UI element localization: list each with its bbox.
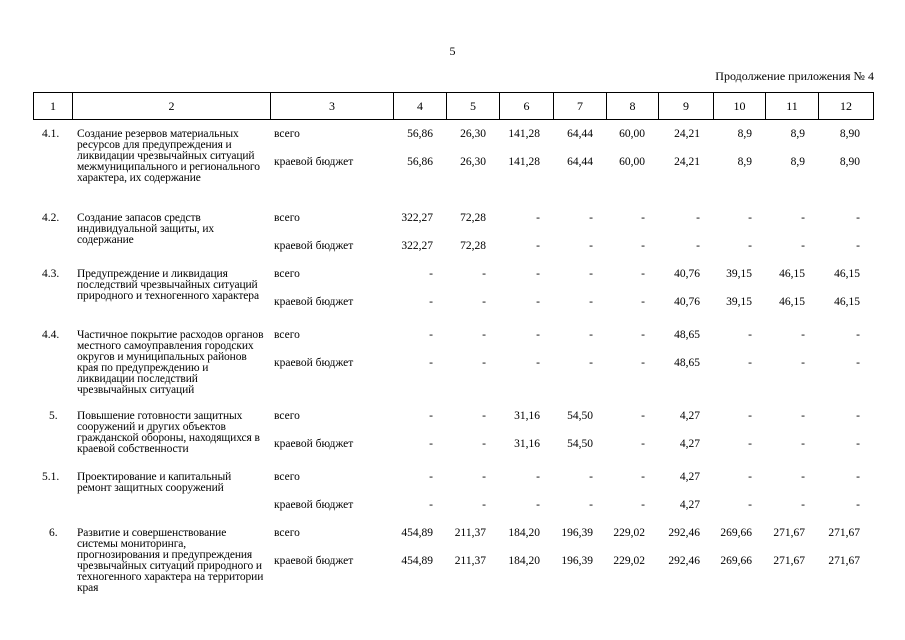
value-col-4: - [429, 268, 433, 280]
value-col-6: 31,16 [514, 410, 540, 422]
value-col-9: - [696, 212, 700, 224]
value-col-11: - [801, 212, 805, 224]
value-col-10: 269,66 [720, 527, 752, 539]
row-description: Создание запасов средств индивидуальной защиты, их содержание [77, 212, 215, 246]
funding-source: краевой бюджет [274, 240, 354, 252]
row-number: 4.1. [42, 128, 60, 140]
value-col-9: 24,21 [674, 128, 700, 140]
value-col-12: 46,15 [834, 296, 860, 308]
funding-source: краевой бюджет [274, 499, 354, 511]
row-number: 4.4. [42, 329, 60, 341]
value-col-11: - [801, 499, 805, 511]
value-col-11: - [801, 240, 805, 252]
value-col-5: - [482, 499, 486, 511]
value-col-12: - [856, 471, 860, 483]
value-col-8: - [641, 471, 645, 483]
value-col-9: 292,46 [668, 527, 700, 539]
value-col-5: - [482, 296, 486, 308]
value-col-10: - [748, 438, 752, 450]
value-col-12: 271,67 [828, 527, 860, 539]
value-col-7: - [589, 471, 593, 483]
value-col-5: 72,28 [460, 212, 486, 224]
value-col-8: - [641, 357, 645, 369]
value-col-9: 4,27 [679, 438, 700, 450]
value-col-6: - [536, 240, 540, 252]
value-col-10: 39,15 [726, 268, 752, 280]
value-col-8: - [641, 499, 645, 511]
header-col-3: 3 [271, 93, 394, 120]
value-col-4: - [429, 357, 433, 369]
value-col-5: 211,37 [454, 555, 486, 567]
value-col-10: 8,9 [737, 156, 752, 168]
value-col-11: - [801, 410, 805, 422]
page-number: 5 [449, 44, 456, 58]
header-col-10: 10 [714, 93, 766, 120]
row-description: Создание резервов материальных ресурсов для предупреждения и ликвидации чрезвычайных ситуаций межмуниципального и регионального характера, их содержание [77, 128, 260, 184]
value-col-8: 60,00 [619, 156, 645, 168]
row-number: 6. [49, 527, 58, 539]
value-col-9: 4,27 [679, 471, 700, 483]
funding-source: краевой бюджет [274, 438, 354, 450]
value-col-7: - [589, 357, 593, 369]
value-col-11: - [801, 438, 805, 450]
value-col-9: - [696, 240, 700, 252]
value-col-10: - [748, 471, 752, 483]
value-col-4: - [429, 410, 433, 422]
funding-source: всего [274, 471, 300, 483]
value-col-4: - [429, 471, 433, 483]
value-col-9: 4,27 [679, 499, 700, 511]
value-col-10: 8,9 [737, 128, 752, 140]
value-col-11: 271,67 [773, 527, 805, 539]
value-col-5: - [482, 329, 486, 341]
value-col-4: - [429, 499, 433, 511]
value-col-10: - [748, 410, 752, 422]
row-number: 5. [49, 410, 58, 422]
funding-source: всего [274, 268, 300, 280]
table-row [33, 268, 873, 329]
value-col-6: - [536, 357, 540, 369]
value-col-5: - [482, 438, 486, 450]
value-col-5: - [482, 471, 486, 483]
value-col-11: 46,15 [779, 296, 805, 308]
value-col-7: - [589, 212, 593, 224]
value-col-12: - [856, 212, 860, 224]
row-number: 4.2. [42, 212, 60, 224]
funding-source: всего [274, 410, 300, 422]
value-col-7: - [589, 499, 593, 511]
value-col-8: 60,00 [619, 128, 645, 140]
row-number: 4.3. [42, 268, 60, 280]
value-col-4: - [429, 329, 433, 341]
header-col-8: 8 [607, 93, 659, 120]
value-col-12: - [856, 329, 860, 341]
header-col-4: 4 [394, 93, 447, 120]
funding-source: всего [274, 527, 300, 539]
value-col-5: 26,30 [460, 128, 486, 140]
value-col-4: 56,86 [407, 128, 433, 140]
header-col-5: 5 [447, 93, 500, 120]
value-col-7: 64,44 [567, 156, 593, 168]
value-col-5: 72,28 [460, 240, 486, 252]
funding-source: краевой бюджет [274, 156, 354, 168]
value-col-4: 56,86 [407, 156, 433, 168]
funding-source: всего [274, 128, 300, 140]
value-col-11: - [801, 357, 805, 369]
table-row [33, 329, 873, 410]
value-col-6: - [536, 471, 540, 483]
value-col-5: - [482, 268, 486, 280]
funding-source: краевой бюджет [274, 357, 354, 369]
value-col-12: - [856, 357, 860, 369]
value-col-7: - [589, 240, 593, 252]
funding-source: краевой бюджет [274, 296, 354, 308]
value-col-6: - [536, 329, 540, 341]
table-row [33, 527, 873, 597]
header-col-1: 1 [34, 93, 73, 120]
value-col-10: 39,15 [726, 296, 752, 308]
value-col-4: 454,89 [401, 527, 433, 539]
value-col-6: - [536, 296, 540, 308]
value-col-11: 8,9 [790, 156, 805, 168]
value-col-12: 8,90 [839, 156, 860, 168]
value-col-12: - [856, 438, 860, 450]
header-col-7: 7 [554, 93, 607, 120]
value-col-5: 26,30 [460, 156, 486, 168]
value-col-9: 4,27 [679, 410, 700, 422]
header-col-6: 6 [500, 93, 554, 120]
row-description: Повышение готовности защитных сооружений и других объектов гражданской обороны, находящихся в краевой собственности [77, 410, 260, 455]
value-col-7: 64,44 [567, 128, 593, 140]
value-col-4: - [429, 296, 433, 308]
value-col-8: - [641, 329, 645, 341]
value-col-10: - [748, 212, 752, 224]
value-col-7: - [589, 329, 593, 341]
table-row [33, 128, 873, 212]
value-col-11: 271,67 [773, 555, 805, 567]
value-col-8: - [641, 212, 645, 224]
value-col-9: 48,65 [674, 329, 700, 341]
value-col-11: - [801, 471, 805, 483]
value-col-9: 40,76 [674, 268, 700, 280]
value-col-12: - [856, 499, 860, 511]
value-col-8: 229,02 [613, 555, 645, 567]
value-col-8: 229,02 [613, 527, 645, 539]
value-col-7: 196,39 [561, 527, 593, 539]
value-col-9: 48,65 [674, 357, 700, 369]
value-col-11: 8,9 [790, 128, 805, 140]
value-col-4: 454,89 [401, 555, 433, 567]
funding-source: краевой бюджет [274, 555, 354, 567]
value-col-12: 8,90 [839, 128, 860, 140]
value-col-6: 141,28 [508, 128, 540, 140]
row-description: Частичное покрытие расходов органов местного самоуправления городских округов и муниципальных районов края по предупреждению и ликвидации последствий чрезвычайных ситуаций [77, 329, 264, 396]
value-col-8: - [641, 240, 645, 252]
header-col-9: 9 [659, 93, 714, 120]
value-col-9: 40,76 [674, 296, 700, 308]
value-col-6: 31,16 [514, 438, 540, 450]
value-col-11: 46,15 [779, 268, 805, 280]
value-col-6: - [536, 499, 540, 511]
table-row [33, 212, 873, 268]
value-col-10: 269,66 [720, 555, 752, 567]
value-col-8: - [641, 268, 645, 280]
value-col-5: - [482, 357, 486, 369]
value-col-7: 196,39 [561, 555, 593, 567]
value-col-8: - [641, 410, 645, 422]
value-col-9: 24,21 [674, 156, 700, 168]
value-col-5: 211,37 [454, 527, 486, 539]
value-col-12: - [856, 410, 860, 422]
value-col-12: 271,67 [828, 555, 860, 567]
header-col-12: 12 [819, 93, 874, 120]
value-col-12: 46,15 [834, 268, 860, 280]
value-col-4: - [429, 438, 433, 450]
funding-source: всего [274, 329, 300, 341]
value-col-7: 54,50 [567, 410, 593, 422]
value-col-7: - [589, 268, 593, 280]
value-col-10: - [748, 329, 752, 341]
value-col-5: - [482, 410, 486, 422]
appendix-note: Продолжение приложения № 4 [715, 69, 874, 83]
funding-source: всего [274, 212, 300, 224]
value-col-6: 184,20 [508, 527, 540, 539]
value-col-8: - [641, 438, 645, 450]
row-description: Проектирование и капитальный ремонт защитных сооружений [77, 471, 232, 494]
value-col-6: 141,28 [508, 156, 540, 168]
table-row [33, 471, 873, 527]
value-col-9: 292,46 [668, 555, 700, 567]
row-description: Развитие и совершенствование системы мониторинга, прогнозирования и предупреждения чрезвычайных ситуаций природного и техногенного характера на территории края [77, 527, 264, 594]
value-col-6: - [536, 212, 540, 224]
value-col-11: - [801, 329, 805, 341]
value-col-7: 54,50 [567, 438, 593, 450]
value-col-4: 322,27 [401, 212, 433, 224]
header-col-11: 11 [766, 93, 819, 120]
value-col-4: 322,27 [401, 240, 433, 252]
value-col-10: - [748, 240, 752, 252]
table-header [33, 92, 874, 120]
table-row [33, 410, 873, 471]
value-col-12: - [856, 240, 860, 252]
value-col-6: - [536, 268, 540, 280]
value-col-6: 184,20 [508, 555, 540, 567]
row-number: 5.1. [42, 471, 60, 483]
row-description: Предупреждение и ликвидация последствий чрезвычайных ситуаций природного и техногенного характера [77, 268, 259, 302]
header-col-2: 2 [73, 93, 271, 120]
value-col-8: - [641, 296, 645, 308]
value-col-10: - [748, 357, 752, 369]
value-col-7: - [589, 296, 593, 308]
value-col-10: - [748, 499, 752, 511]
